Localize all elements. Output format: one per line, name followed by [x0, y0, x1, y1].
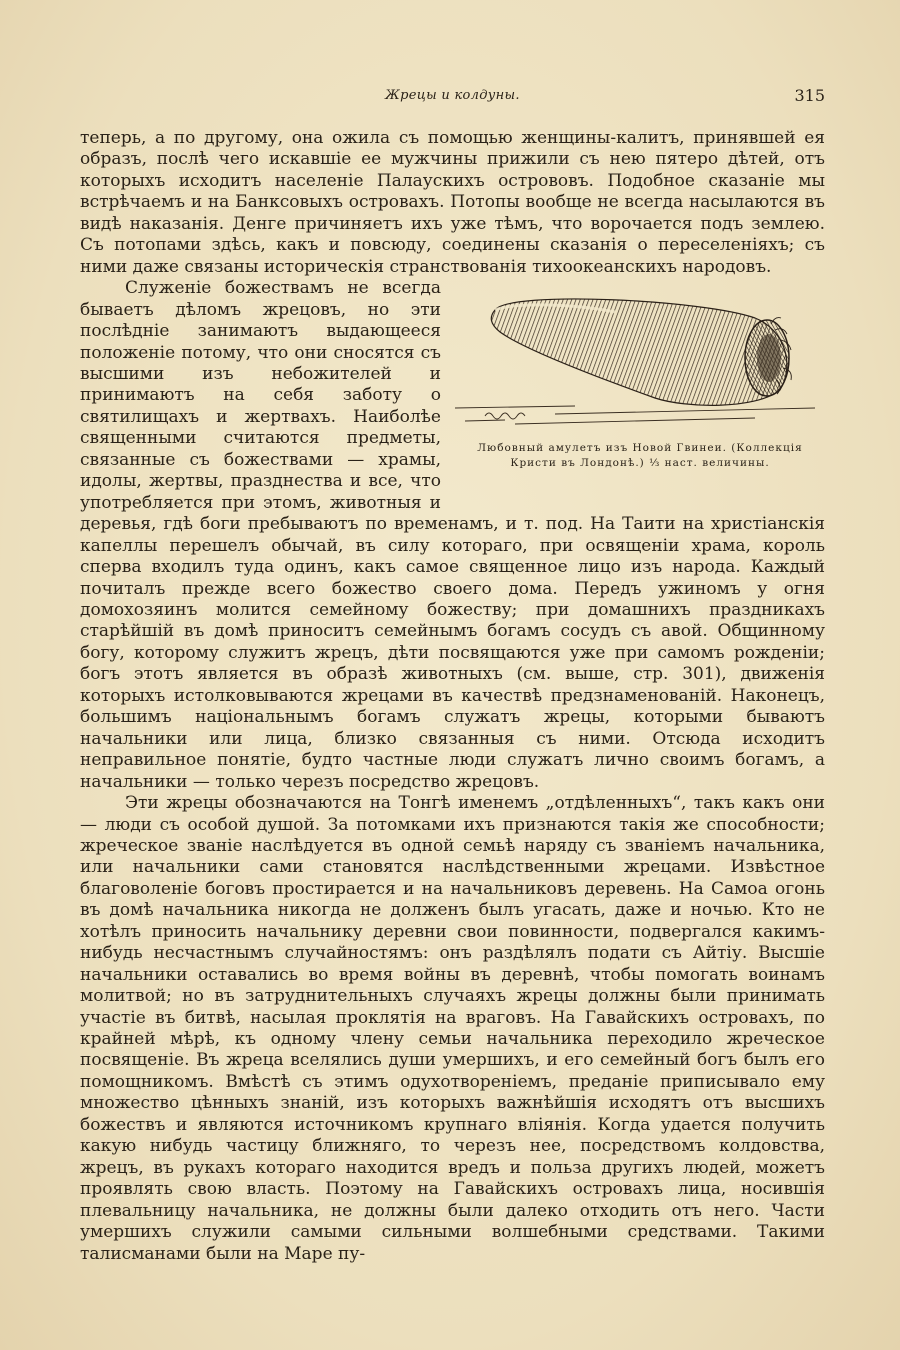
amulet-illustration: [455, 280, 825, 435]
running-head: [80, 88, 825, 112]
paragraph-1: теперь, а по другому, она ожила съ помощью женщины-калитъ, принявшей ея образъ, послѣ чего искавшіе ее мужчины прижили съ нею пятеро дѣтей, отъ которыхъ исходитъ населеніе Палаускихъ острововъ. Подобное сказаніе мы встрѣчаемъ и на Банксовыхъ островахъ. Потопы вообще не всегда насылаются въ видѣ наказанія. Денге причиняетъ ихъ уже тѣмъ, что ворочается подъ землею. Съ потопами здѣсь, какъ и повсюду, соединены сказанія о переселеніяхъ; съ ними даже связаны историческія странствованія тихоокеанскихъ народовъ.: [80, 128, 825, 277]
figure-caption: Любовный амулетъ изъ Новой Гвинеи. (Коллекція Кристи въ Лондонѣ.) ⅓ наст. величины.: [477, 442, 803, 470]
page-number: 315: [794, 86, 825, 105]
amulet-tube: [491, 299, 789, 405]
paragraph-2: Служеніе божествамъ не всегда бываетъ дѣломъ жрецовъ, но эти послѣдніе занимаютъ выдающееся положеніе потому, что они сносятся съ высшими изъ небожителей и принимаютъ на себя заботу о святилищахъ и жертвахъ. Наиболѣе священными считаются предметы, связанные съ божествами — храмы, идолы, жертвы, празднества и все, что употребляется при этомъ, животныя и деревья, гдѣ боги пребываютъ по временамъ, и т. под. На Таити на христіанскія капеллы перешелъ обычай, въ силу котораго, при освященіи храма, король сперва входилъ туда одинъ, какъ самое священное лицо изъ народа. Каждый почиталъ прежде всего божество своего дома. Передъ ужиномъ у огня домохозяинъ молится семейному божеству; при домашнихъ праздникахъ старѣйшій въ домѣ приноситъ семейнымъ богамъ сосудъ съ авой. Общинному богу, которому служитъ жрецъ, дѣти посвящаются уже при самомъ рожденіи; богъ этотъ является въ образѣ животныхъ (см. выше, стр. 301), движенія которыхъ истолковываются жрецами въ качествѣ предзнаменованій. Наконецъ, большимъ національнымъ богамъ служатъ жрецы, которыми бываютъ начальники или лица, близко связанныя съ ними. Отсюда исходитъ неправильное понятіе, будто частные люди служатъ лично своимъ богамъ, а начальники — только черезъ посредство жрецовъ.: [80, 278, 825, 792]
running-title: Жрецы и колдуны.: [385, 88, 520, 103]
amulet-ground-lines: [455, 406, 815, 424]
body-text: [80, 128, 825, 1265]
paragraph-3: Эти жрецы обозначаются на Тонгѣ именемъ „отдѣленныхъ“, такъ какъ они — люди съ особой душой. За потомками ихъ признаются такія же способности; жреческое званіе наслѣдуется въ одной семьѣ наряду съ званіемъ начальника, или начальники сами становятся наслѣдственными жрецами. Извѣстное благоволеніе боговъ простирается и на начальниковъ деревень. На Самоа огонь въ домѣ начальника никогда не долженъ былъ угасать, даже и ночью. Кто не хотѣлъ приносить начальнику деревни свои повинности, подвергался какимъ-нибудь несчастнымъ случайностямъ: онъ раздѣлялъ подати съ Айтіу. Высшіе начальники оставались во время войны въ деревнѣ, чтобы помогать воинамъ молитвой; но въ затруднительныхъ случаяхъ жрецы должны были принимать участіе въ битвѣ, насылая проклятія на враговъ. На Гавайскихъ островахъ, по крайней мѣрѣ, къ одному члену семьи начальника переходило жреческое посвященіе. Въ жреца вселялись души умершихъ, и его семейный богъ былъ его помощникомъ. Вмѣстѣ съ этимъ одухотвореніемъ, преданіе приписывало ему множество цѣнныхъ знаній, изъ которыхъ важнѣйшія исходятъ отъ высшихъ божествъ и являются источникомъ крупнаго вліянія. Когда удается получить какую нибудь частицу ближняго, то черезъ нее, посредствомъ колдовства, жрецъ, въ рукахъ котораго находится вредъ и польза другихъ людей, можетъ проявлять свою власть. Поэтому на Гавайскихъ островахъ лица, носившія плевальницу начальника, не должны были далеко отходить отъ него. Части умершихъ служили самыми сильными волшебными средствами. Такими талисманами были на Маре пу-: [80, 793, 825, 1264]
amulet-figure: [455, 280, 825, 495]
